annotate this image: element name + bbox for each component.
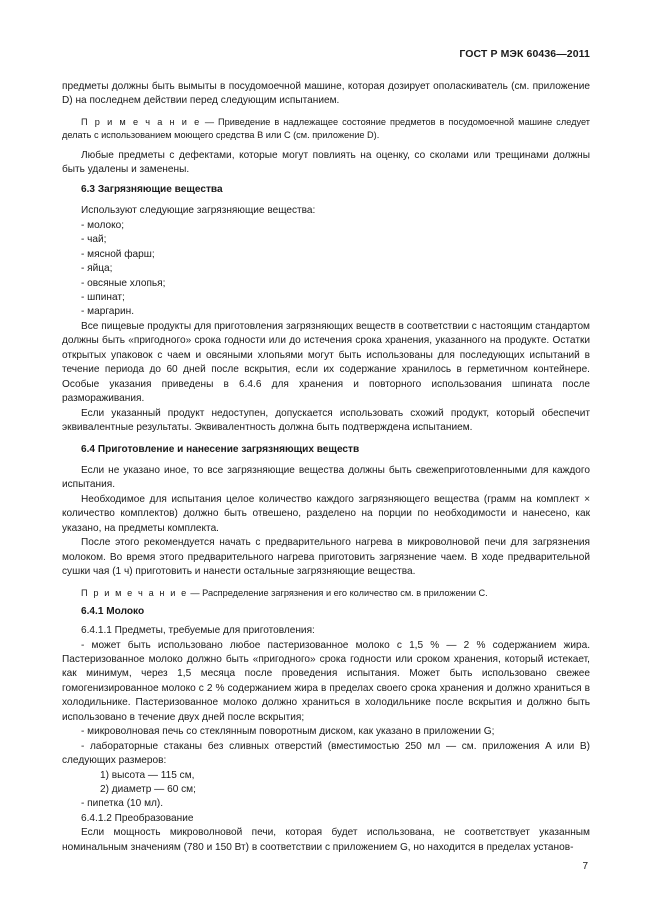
body-paragraph: Если не указано иное, то все загрязняющие вещества должны быть свежеприготовленными для каждого испытания. — [62, 464, 590, 491]
body-paragraph: 6.4.1.2 Преобразование — [81, 812, 194, 824]
page-number: 7 — [582, 861, 588, 872]
body-paragraph: - может быть использовано любое пастеризованное молоко с 1,5 % — 2 % содержанием жира. Пастеризованное молоко должно быть «пригодного» срока годности или сроком хранения, который истекает, как минимум, через 1,5 месяца после проведения испытания. Может быть использовано свежее гомогенизированное молоко с 2 % содержанием жира в пределах своего срока хранения и должно храниться в холодильнике. Пастеризованное молоко должно храниться в холодильнике после вскрытия и должно быть использовано в течение двух дней после вскрытия; — [62, 639, 590, 723]
note-label: П р и м е ч а н и е — [81, 116, 201, 127]
body-paragraph: Любые предметы с дефектами, которые могут повлиять на оценку, со сколами или трещинами должны быть удалены и заменены. — [62, 149, 590, 176]
body-paragraph: 6.4.1.1 Предметы, требуемые для приготовления: — [81, 625, 315, 637]
note-text: — Приведение в надлежащее состояние предметов в посудомоечной машине следует делать с использованием моющего средства B или C (см. приложение D). — [62, 116, 591, 140]
note-label: П р и м е ч а н и е — [81, 587, 188, 598]
body-paragraph: - микроволновая печь со стеклянным поворотным диском, как указано в приложении G; — [81, 726, 495, 738]
list-item: - чай; — [81, 234, 107, 246]
list-item: 1) высота — 115 см, — [100, 769, 195, 781]
body-paragraph: Все пищевые продукты для приготовления загрязняющих веществ в соответствии с настоящим стандартом должны быть «пригодного» срока годности или до истечения срока хранения, указанного на продукте. Остатки открытых упаковок с чаем и овсяными хлопьями могут быть использованы для последующих испытаний в течение периода до 60 дней после вскрытия, если их содержание хранилось в герметичном контейнере. Особые указания приведены в 6.4.6 для хранения и повторного использования шпината после размораживания. — [62, 320, 590, 405]
note-paragraph — [62, 587, 590, 600]
list-item: - маргарин. — [81, 306, 135, 318]
section-heading: 6.4 Приготовление и нанесение загрязняющих веществ — [81, 443, 360, 455]
body-paragraph: Необходимое для испытания целое количество каждого загрязняющего вещества (грамм на комплект × количество комплектов) должно быть отвешено, разделено на порции по необходимости и нанесено, как указано, на предметы комплекта. — [62, 493, 590, 534]
document-header: ГОСТ Р МЭК 60436—2011 — [459, 48, 590, 60]
body-paragraph: Если мощность микроволновой печи, которая будет использована, не соответствует указанным номинальным значениям (780 и 150 Вт) в соответствии с приложением G, но находится в пределах установ- — [62, 827, 590, 853]
page-body — [62, 80, 590, 855]
body-paragraph: Используют следующие загрязняющие вещества: — [81, 205, 316, 217]
section-heading: 6.3 Загрязняющие вещества — [81, 183, 223, 195]
list-item: - овсяные хлопья; — [81, 277, 166, 289]
body-paragraph: - лабораторные стаканы без сливных отверстий (вместимостью 250 мл — см. приложения A или B) следующих размеров: — [62, 740, 590, 767]
body-paragraph: предметы должны быть вымыты в посудомоечной машине, которая дозирует ополаскиватель (см. приложение D) на последнем действии перед следующим испытанием. — [62, 81, 590, 107]
body-paragraph: Если указанный продукт недоступен, допускается использовать схожий продукт, который обеспечит эквивалентные результаты. Эквивалентность должна быть подтверждена испытанием. — [62, 407, 590, 434]
list-item: 2) диаметр — 60 см; — [100, 784, 196, 796]
list-item: - молоко; — [81, 219, 125, 231]
section-heading: 6.4.1 Молоко — [81, 605, 145, 617]
note-text: — Распределение загрязнения и его количество см. в приложении C. — [187, 587, 488, 598]
list-item: - шпинат; — [81, 291, 125, 303]
body-paragraph: - пипетка (10 мл). — [81, 798, 164, 810]
body-paragraph: После этого рекомендуется начать с предварительного нагрева в микроволновой печи для загрязнения молоком. Во время этого предварительного нагрева приготовить загрязнение чаем. В ходе предварительной сушки чая (1 ч) приготовить и нанести остальные загрязняющие вещества. — [62, 537, 590, 578]
note-paragraph — [62, 116, 590, 142]
list-item: - яйца; — [81, 263, 113, 275]
list-item: - мясной фарш; — [81, 248, 155, 260]
